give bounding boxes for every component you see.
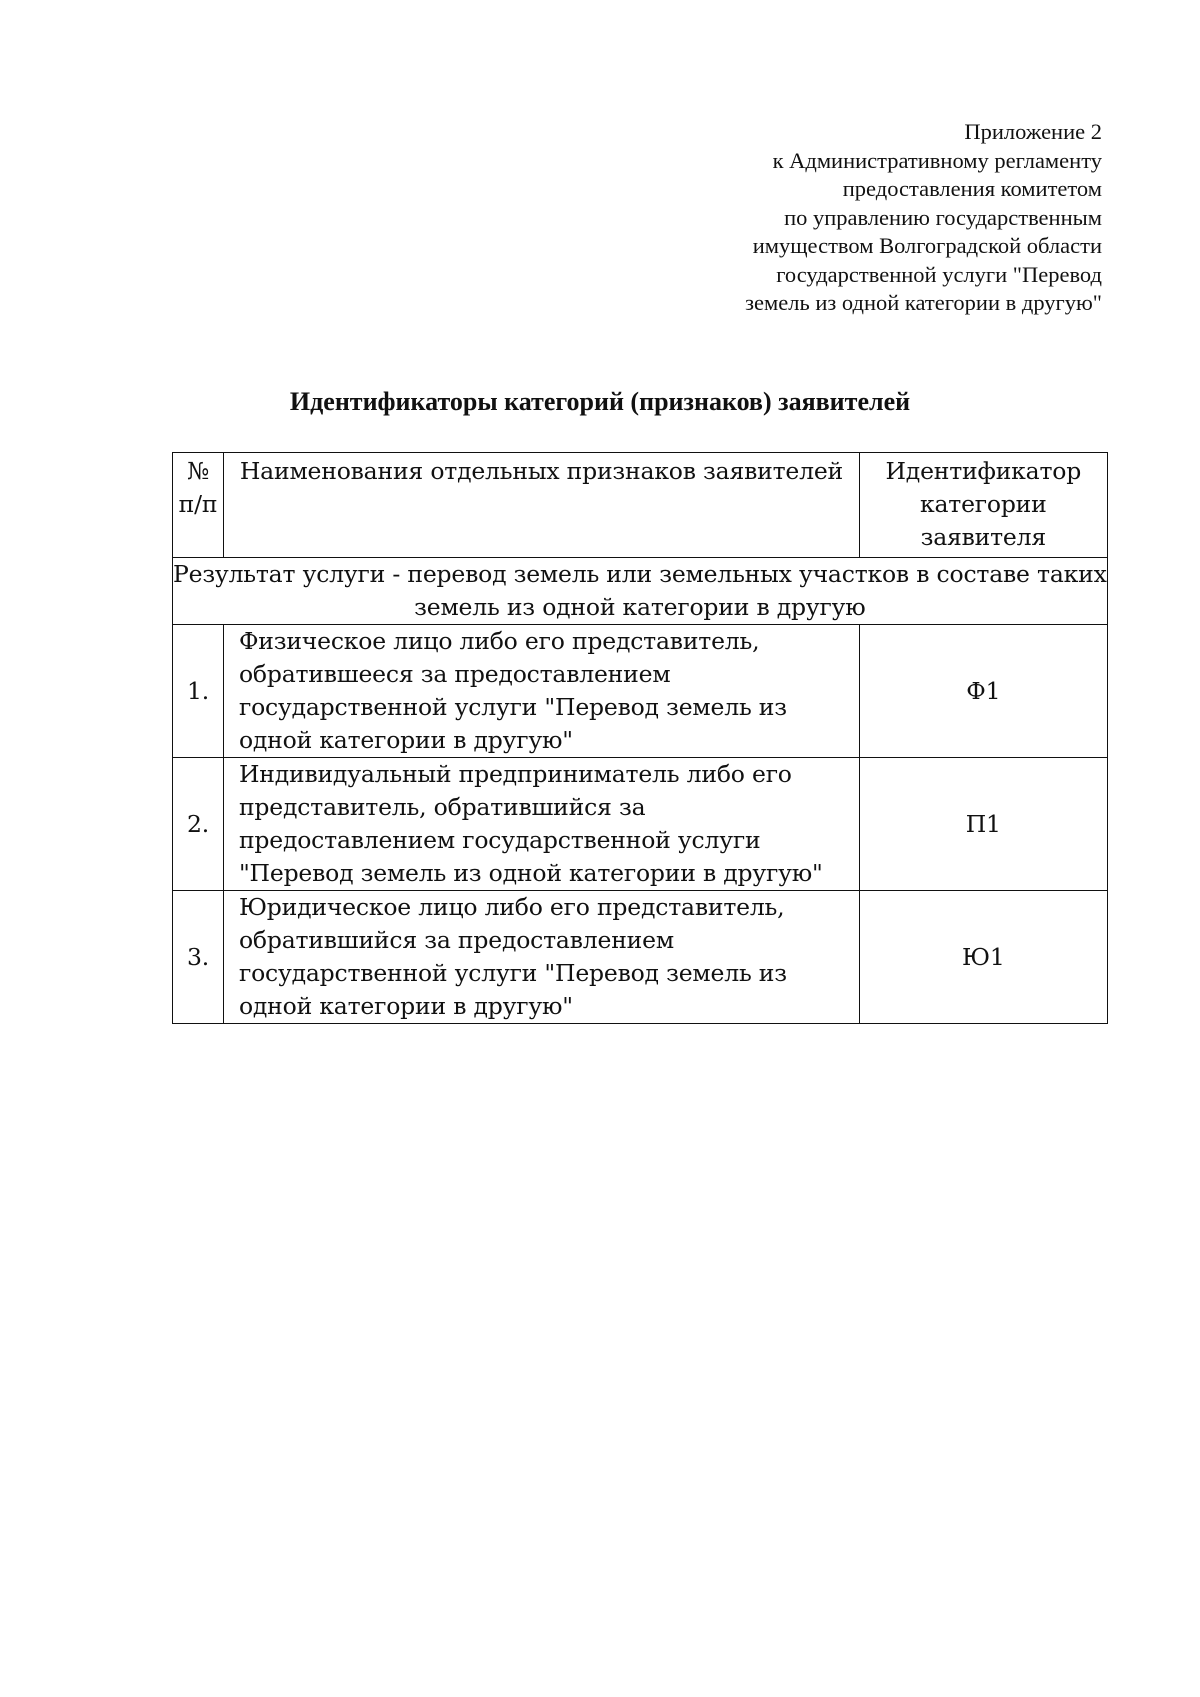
row-description-line: одной категории в другую" bbox=[238, 992, 573, 1020]
row-description-line: государственной услуги "Перевод земель из bbox=[238, 693, 787, 721]
appendix-line: предоставления комитетом bbox=[842, 176, 1102, 201]
header-number-cell bbox=[173, 453, 224, 558]
row-description-line: одной категории в другую" bbox=[238, 726, 573, 754]
table-header-row bbox=[173, 453, 1108, 558]
header-id-line: категории bbox=[919, 490, 1047, 518]
row-description bbox=[223, 891, 859, 1024]
header-id-line: заявителя bbox=[920, 523, 1046, 551]
row-description-line: Юридическое лицо либо его представитель, bbox=[238, 893, 785, 921]
applicant-categories-table bbox=[172, 452, 1108, 1024]
header-id-line: Идентификатор bbox=[885, 457, 1082, 485]
row-description-line: Физическое лицо либо его представитель, bbox=[238, 627, 760, 655]
group-line: земель из одной категории в другую bbox=[414, 593, 866, 621]
row-description-line: обратившийся за предоставлением bbox=[238, 926, 674, 954]
table-row bbox=[173, 891, 1108, 1024]
group-line: Результат услуги - перевод земель или земельных участков в составе таких bbox=[173, 560, 1107, 588]
appendix-line: Приложение 2 bbox=[964, 119, 1102, 144]
table-row bbox=[173, 625, 1108, 758]
appendix-note bbox=[582, 118, 1102, 318]
row-description bbox=[223, 625, 859, 758]
row-number: 1. bbox=[173, 625, 224, 758]
row-number: 2. bbox=[173, 758, 224, 891]
header-name-text: Наименования отдельных признаков заявителей bbox=[239, 457, 844, 485]
header-number-line: № bbox=[186, 457, 209, 485]
row-description-line: государственной услуги "Перевод земель из bbox=[238, 959, 787, 987]
row-description-line: "Перевод земель из одной категории в другую" bbox=[238, 859, 823, 887]
header-name-cell bbox=[223, 453, 859, 558]
appendix-line: земель из одной категории в другую" bbox=[745, 290, 1102, 315]
appendix-line: к Административному регламенту bbox=[772, 147, 1102, 173]
row-description-line: Индивидуальный предприниматель либо его bbox=[238, 760, 792, 788]
table-group-row bbox=[173, 558, 1108, 625]
row-description-line: предоставлением государственной услуги bbox=[238, 826, 761, 854]
row-identifier: Ю1 bbox=[859, 891, 1107, 1024]
row-description-line: обратившееся за предоставлением bbox=[238, 660, 671, 688]
document-title: Идентификаторы категорий (признаков) заявителей bbox=[289, 387, 911, 416]
header-number-line: п/п bbox=[178, 490, 218, 518]
row-identifier: П1 bbox=[859, 758, 1107, 891]
appendix-line: имуществом Волгоградской области bbox=[752, 233, 1102, 258]
appendix-line: государственной услуги "Перевод bbox=[776, 261, 1102, 287]
row-identifier: Ф1 bbox=[859, 625, 1107, 758]
appendix-line: по управлению государственным bbox=[784, 204, 1102, 230]
group-cell bbox=[173, 558, 1108, 625]
row-description-line: представитель, обратившийся за bbox=[238, 793, 646, 821]
table-row bbox=[173, 758, 1108, 891]
header-id-cell bbox=[859, 453, 1107, 558]
row-description bbox=[223, 758, 859, 891]
row-number: 3. bbox=[173, 891, 224, 1024]
